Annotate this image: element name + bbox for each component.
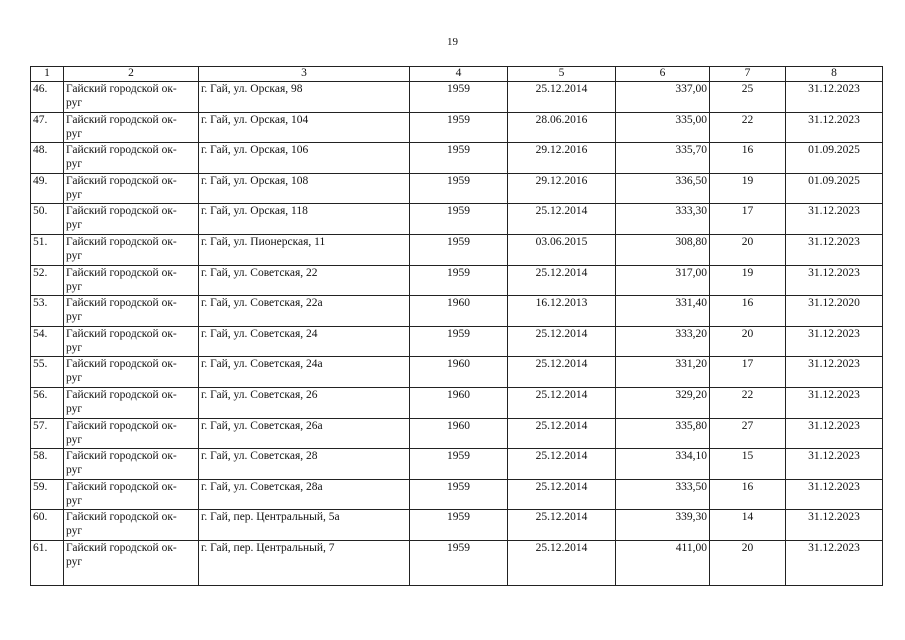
owner-text: Гайский городской ок- руг — [66, 327, 177, 354]
address-cell: г. Гай, пер. Центральный, 7 — [199, 540, 410, 585]
column-header: 4 — [410, 67, 508, 82]
owner-cell — [64, 449, 199, 480]
address-cell: г. Гай, ул. Советская, 26 — [199, 387, 410, 418]
year-cell: 1959 — [410, 82, 508, 113]
owner-cell — [64, 143, 199, 174]
date-cell: 25.12.2014 — [508, 326, 616, 357]
owner-text: Гайский городской ок- руг — [66, 358, 177, 385]
owner-text: Гайский городской ок- руг — [66, 541, 177, 568]
address-cell: г. Гай, ул. Орская, 108 — [199, 173, 410, 204]
date-cell: 28.06.2016 — [508, 112, 616, 143]
repair-date-cell: 31.12.2023 — [786, 82, 883, 113]
address-cell: г. Гай, ул. Советская, 24а — [199, 357, 410, 388]
owner-cell — [64, 173, 199, 204]
repair-date-cell: 31.12.2023 — [786, 112, 883, 143]
owner-cell — [64, 82, 199, 113]
address-cell: г. Гай, ул. Советская, 22а — [199, 296, 410, 327]
row-number-cell: 56. — [31, 387, 64, 418]
repair-date-cell: 31.12.2023 — [786, 449, 883, 480]
date-cell: 25.12.2014 — [508, 479, 616, 510]
table-row — [31, 234, 883, 265]
owner-text: Гайский городской ок- руг — [66, 511, 177, 538]
year-cell: 1959 — [410, 143, 508, 174]
date-cell: 25.12.2014 — [508, 540, 616, 585]
table-row — [31, 265, 883, 296]
count-cell: 19 — [710, 173, 786, 204]
repair-date-cell: 31.12.2020 — [786, 296, 883, 327]
table-row — [31, 173, 883, 204]
page-number: 19 — [447, 36, 458, 48]
address-cell: г. Гай, ул. Орская, 118 — [199, 204, 410, 235]
column-header: 2 — [64, 67, 199, 82]
column-header: 6 — [616, 67, 710, 82]
count-cell: 22 — [710, 387, 786, 418]
area-cell: 334,10 — [616, 449, 710, 480]
area-cell: 335,00 — [616, 112, 710, 143]
row-number-cell: 55. — [31, 357, 64, 388]
repair-date-cell: 01.09.2025 — [786, 173, 883, 204]
row-number-cell: 52. — [31, 265, 64, 296]
table-row — [31, 357, 883, 388]
count-cell: 16 — [710, 296, 786, 327]
year-cell: 1960 — [410, 418, 508, 449]
repair-date-cell: 31.12.2023 — [786, 510, 883, 541]
repair-date-cell: 31.12.2023 — [786, 204, 883, 235]
year-cell: 1959 — [410, 265, 508, 296]
year-cell: 1959 — [410, 540, 508, 585]
row-number-cell: 51. — [31, 234, 64, 265]
date-cell: 25.12.2014 — [508, 387, 616, 418]
address-cell: г. Гай, ул. Советская, 28а — [199, 479, 410, 510]
owner-text: Гайский городской ок- руг — [66, 419, 177, 446]
owner-text: Гайский городской ок- руг — [66, 297, 177, 324]
year-cell: 1959 — [410, 326, 508, 357]
area-cell: 333,30 — [616, 204, 710, 235]
column-number-header-row — [31, 67, 883, 82]
owner-text: Гайский городской ок- руг — [66, 113, 177, 140]
date-cell: 25.12.2014 — [508, 357, 616, 388]
owner-text: Гайский городской ок- руг — [66, 205, 177, 232]
owner-cell — [64, 234, 199, 265]
date-cell: 25.12.2014 — [508, 418, 616, 449]
row-number-cell: 53. — [31, 296, 64, 327]
table-row — [31, 326, 883, 357]
owner-cell — [64, 540, 199, 585]
table-body — [31, 82, 883, 586]
year-cell: 1959 — [410, 112, 508, 143]
owner-text: Гайский городской ок- руг — [66, 144, 177, 171]
date-cell: 03.06.2015 — [508, 234, 616, 265]
column-header: 1 — [31, 67, 64, 82]
address-cell: г. Гай, ул. Орская, 98 — [199, 82, 410, 113]
owner-text: Гайский городской ок- руг — [66, 235, 177, 262]
date-cell: 25.12.2014 — [508, 265, 616, 296]
column-header: 3 — [199, 67, 410, 82]
table-row — [31, 387, 883, 418]
date-cell: 16.12.2013 — [508, 296, 616, 327]
table-row — [31, 479, 883, 510]
owner-cell — [64, 479, 199, 510]
repair-date-cell: 01.09.2025 — [786, 143, 883, 174]
table-row — [31, 143, 883, 174]
date-cell: 25.12.2014 — [508, 449, 616, 480]
area-cell: 331,20 — [616, 357, 710, 388]
area-cell: 335,70 — [616, 143, 710, 174]
address-cell: г. Гай, ул. Советская, 26а — [199, 418, 410, 449]
row-number-cell: 50. — [31, 204, 64, 235]
year-cell: 1960 — [410, 387, 508, 418]
address-cell: г. Гай, пер. Центральный, 5а — [199, 510, 410, 541]
area-cell: 308,80 — [616, 234, 710, 265]
table-row — [31, 418, 883, 449]
row-number-cell: 47. — [31, 112, 64, 143]
owner-cell — [64, 387, 199, 418]
owner-cell — [64, 265, 199, 296]
count-cell: 20 — [710, 234, 786, 265]
owner-cell — [64, 418, 199, 449]
table-row — [31, 449, 883, 480]
row-number-cell: 61. — [31, 540, 64, 585]
row-number-cell: 60. — [31, 510, 64, 541]
date-cell: 25.12.2014 — [508, 510, 616, 541]
address-cell: г. Гай, ул. Орская, 104 — [199, 112, 410, 143]
owner-text: Гайский городской ок- руг — [66, 266, 177, 293]
repair-date-cell: 31.12.2023 — [786, 326, 883, 357]
owner-text: Гайский городской ок- руг — [66, 83, 177, 109]
area-cell: 333,20 — [616, 326, 710, 357]
year-cell: 1959 — [410, 173, 508, 204]
table-row — [31, 510, 883, 541]
repair-date-cell: 31.12.2023 — [786, 387, 883, 418]
count-cell: 20 — [710, 326, 786, 357]
repair-date-cell: 31.12.2023 — [786, 479, 883, 510]
date-cell: 25.12.2014 — [508, 82, 616, 113]
owner-cell — [64, 204, 199, 235]
year-cell: 1959 — [410, 449, 508, 480]
area-cell: 335,80 — [616, 418, 710, 449]
column-header: 5 — [508, 67, 616, 82]
column-header: 7 — [710, 67, 786, 82]
date-cell: 29.12.2016 — [508, 143, 616, 174]
owner-text: Гайский городской ок- руг — [66, 450, 177, 477]
count-cell: 16 — [710, 143, 786, 174]
owner-text: Гайский городской ок- руг — [66, 174, 177, 201]
count-cell: 16 — [710, 479, 786, 510]
housing-register-table — [30, 66, 883, 586]
repair-date-cell: 31.12.2023 — [786, 265, 883, 296]
table-row — [31, 540, 883, 585]
row-number-cell: 59. — [31, 479, 64, 510]
date-cell: 25.12.2014 — [508, 204, 616, 235]
row-number-cell: 58. — [31, 449, 64, 480]
owner-text: Гайский городской ок- руг — [66, 388, 177, 415]
row-number-cell: 48. — [31, 143, 64, 174]
repair-date-cell: 31.12.2023 — [786, 540, 883, 585]
owner-cell — [64, 296, 199, 327]
count-cell: 17 — [710, 357, 786, 388]
address-cell: г. Гай, ул. Советская, 22 — [199, 265, 410, 296]
area-cell: 411,00 — [616, 540, 710, 585]
year-cell: 1959 — [410, 234, 508, 265]
repair-date-cell: 31.12.2023 — [786, 234, 883, 265]
row-number-cell: 54. — [31, 326, 64, 357]
address-cell: г. Гай, ул. Советская, 24 — [199, 326, 410, 357]
table-row — [31, 296, 883, 327]
count-cell: 14 — [710, 510, 786, 541]
owner-cell — [64, 510, 199, 541]
count-cell: 15 — [710, 449, 786, 480]
repair-date-cell: 31.12.2023 — [786, 357, 883, 388]
area-cell: 329,20 — [616, 387, 710, 418]
owner-cell — [64, 357, 199, 388]
area-cell: 317,00 — [616, 265, 710, 296]
area-cell: 336,50 — [616, 173, 710, 204]
year-cell: 1959 — [410, 204, 508, 235]
count-cell: 27 — [710, 418, 786, 449]
count-cell: 17 — [710, 204, 786, 235]
table-row — [31, 82, 883, 113]
table-row — [31, 112, 883, 143]
year-cell: 1959 — [410, 510, 508, 541]
area-cell: 333,50 — [616, 479, 710, 510]
owner-cell — [64, 112, 199, 143]
area-cell: 337,00 — [616, 82, 710, 113]
column-header: 8 — [786, 67, 883, 82]
year-cell: 1959 — [410, 479, 508, 510]
year-cell: 1960 — [410, 296, 508, 327]
count-cell: 19 — [710, 265, 786, 296]
date-cell: 29.12.2016 — [508, 173, 616, 204]
owner-text: Гайский городской ок- руг — [66, 480, 177, 507]
count-cell: 22 — [710, 112, 786, 143]
owner-cell — [64, 326, 199, 357]
address-cell: г. Гай, ул. Орская, 106 — [199, 143, 410, 174]
area-cell: 339,30 — [616, 510, 710, 541]
address-cell: г. Гай, ул. Советская, 28 — [199, 449, 410, 480]
table-row — [31, 204, 883, 235]
address-cell: г. Гай, ул. Пионерская, 11 — [199, 234, 410, 265]
year-cell: 1960 — [410, 357, 508, 388]
row-number-cell: 57. — [31, 418, 64, 449]
count-cell: 20 — [710, 540, 786, 585]
row-number-cell: 46. — [31, 82, 64, 113]
area-cell: 331,40 — [616, 296, 710, 327]
repair-date-cell: 31.12.2023 — [786, 418, 883, 449]
count-cell: 25 — [710, 82, 786, 113]
row-number-cell: 49. — [31, 173, 64, 204]
